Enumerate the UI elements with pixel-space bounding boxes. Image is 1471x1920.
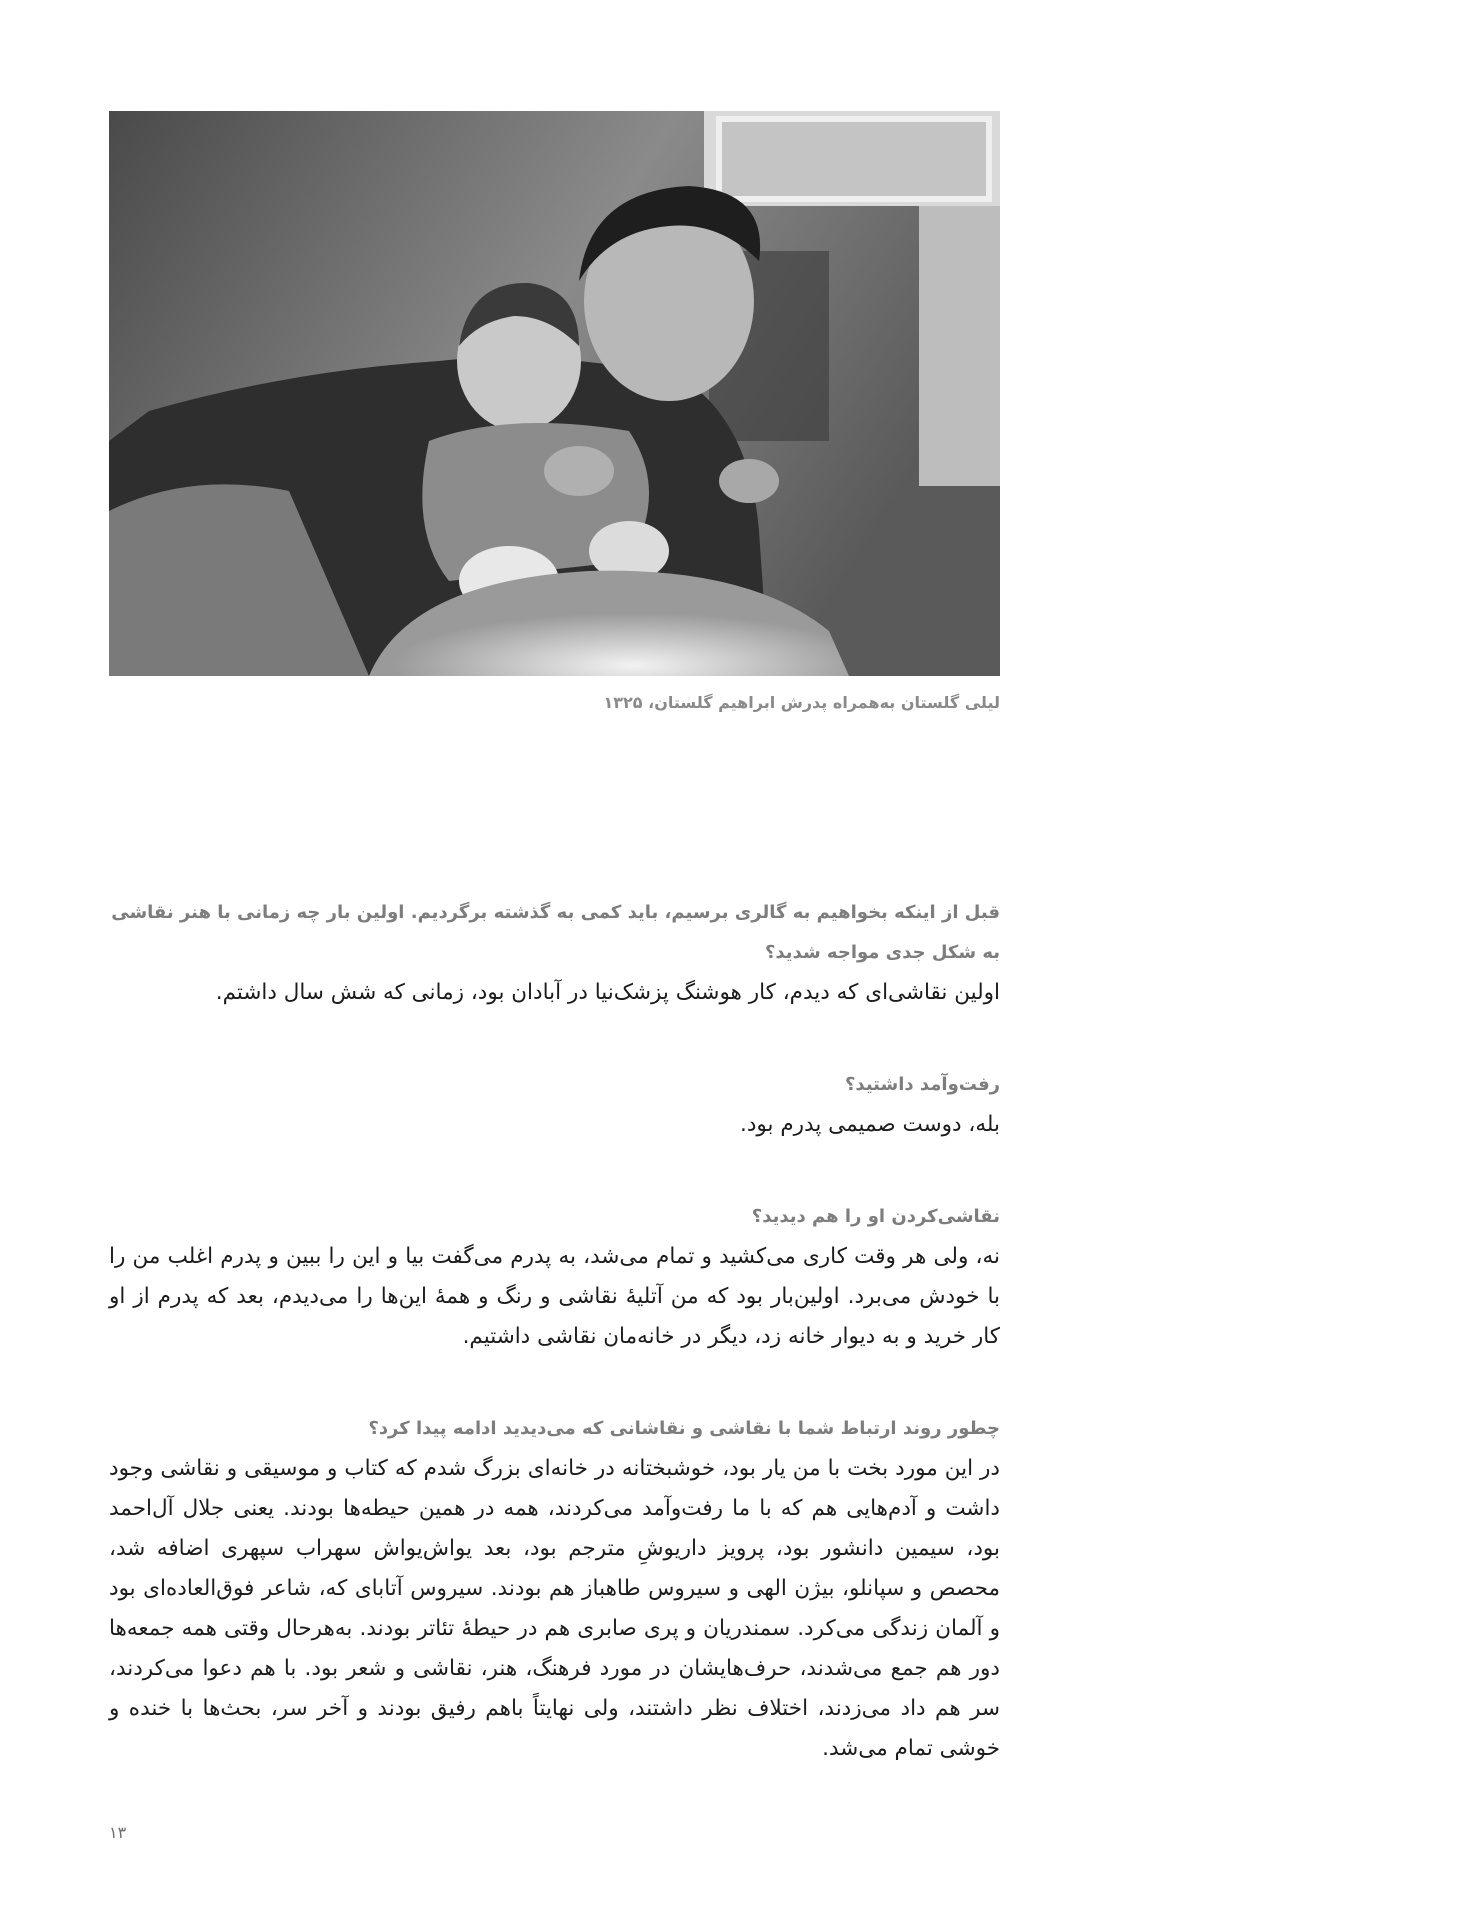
qa-block bbox=[109, 1409, 1000, 1769]
qa-block bbox=[109, 1065, 1000, 1145]
page-number: ۱۳ bbox=[109, 1823, 127, 1842]
interview-question: رفت‌وآمد داشتید؟ bbox=[844, 1074, 1000, 1095]
interview-answer: اولین نقاشی‌ای که دیدم، کار هوشنگ پزشک‌نیا در آبادان بود، زمانی که شش سال داشتم. bbox=[215, 980, 1000, 1005]
interview-answer: نه، ولی هر وقت کاری می‌کشید و تمام می‌شد، به پدرم می‌گفت بیا و این را ببین و پدرم اغلب من را با خودش می‌برد. اولین‌بار بود که من آتلیهٔ نقاشی و رنگ و همهٔ این‌ها را می‌دیدم، بعد که پدرم از او کار خرید و به دیوار خانه زد، دیگر در خانه‌مان نقاشی داشتیم. bbox=[109, 1244, 1000, 1349]
photo-illustration bbox=[109, 111, 1000, 676]
qa-block bbox=[109, 1197, 1000, 1357]
interview-question: قبل از اینکه بخواهیم به گالری برسیم، باید کمی به گذشته برگردیم. اولین بار چه زمانی با هنر نقاشی به شکل جدی مواجه شدید؟ bbox=[111, 902, 1000, 963]
qa-block bbox=[109, 893, 1000, 1013]
interview-answer: بله، دوست صمیمی پدرم بود. bbox=[740, 1112, 1000, 1137]
interview-question: چطور روند ارتباط شما با نقاشی و نقاشانی که می‌دیدید ادامه پیدا کرد؟ bbox=[368, 1418, 1000, 1439]
interview-article bbox=[109, 893, 1000, 1769]
photo-caption: لیلی گلستان به‌همراه پدرش ابراهیم گلستان، ۱۳۲۵ bbox=[603, 693, 1000, 712]
interview-answer: در این مورد بخت با من یار بود، خوشبختانه در خانه‌ای بزرگ شدم که کتاب و موسیقی و نقاشی وجود داشت و آدم‌هایی هم که با ما رفت‌وآمد می‌کردند، همه در همین حیطه‌ها بودند. یعنی جلال آل‌احمد بود، سیمین دانشور بود، پرویز داریوشِ مترجم بود، بعد یواش‌یواش سهراب سپهری اضافه شد، محصص و سپانلو، بیژن الهی و سیروس طاهباز هم بودند. سیروس آتابای که، شاعر فوق‌العاده‌ای بود و آلمان زندگی می‌کرد. سمندریان و پری صابری هم در حیطهٔ تئاتر بودند. به‌هرحال وقتی همه جمعه‌ها دور هم جمع می‌شدند، حرف‌هایشان در مورد فرهنگ، هنر، نقاشی و شعر بود. با هم دعوا می‌کردند، سر هم داد می‌زدند، اختلاف نظر داشتند، ولی نهایتاً باهم رفیق بودند و آخر سر، بحث‌ها با خنده و خوشی تمام می‌شد. bbox=[109, 1456, 1000, 1761]
photo-father-and-baby bbox=[109, 111, 1000, 676]
interview-question: نقاشی‌کردن او را هم دیدید؟ bbox=[751, 1206, 1000, 1227]
